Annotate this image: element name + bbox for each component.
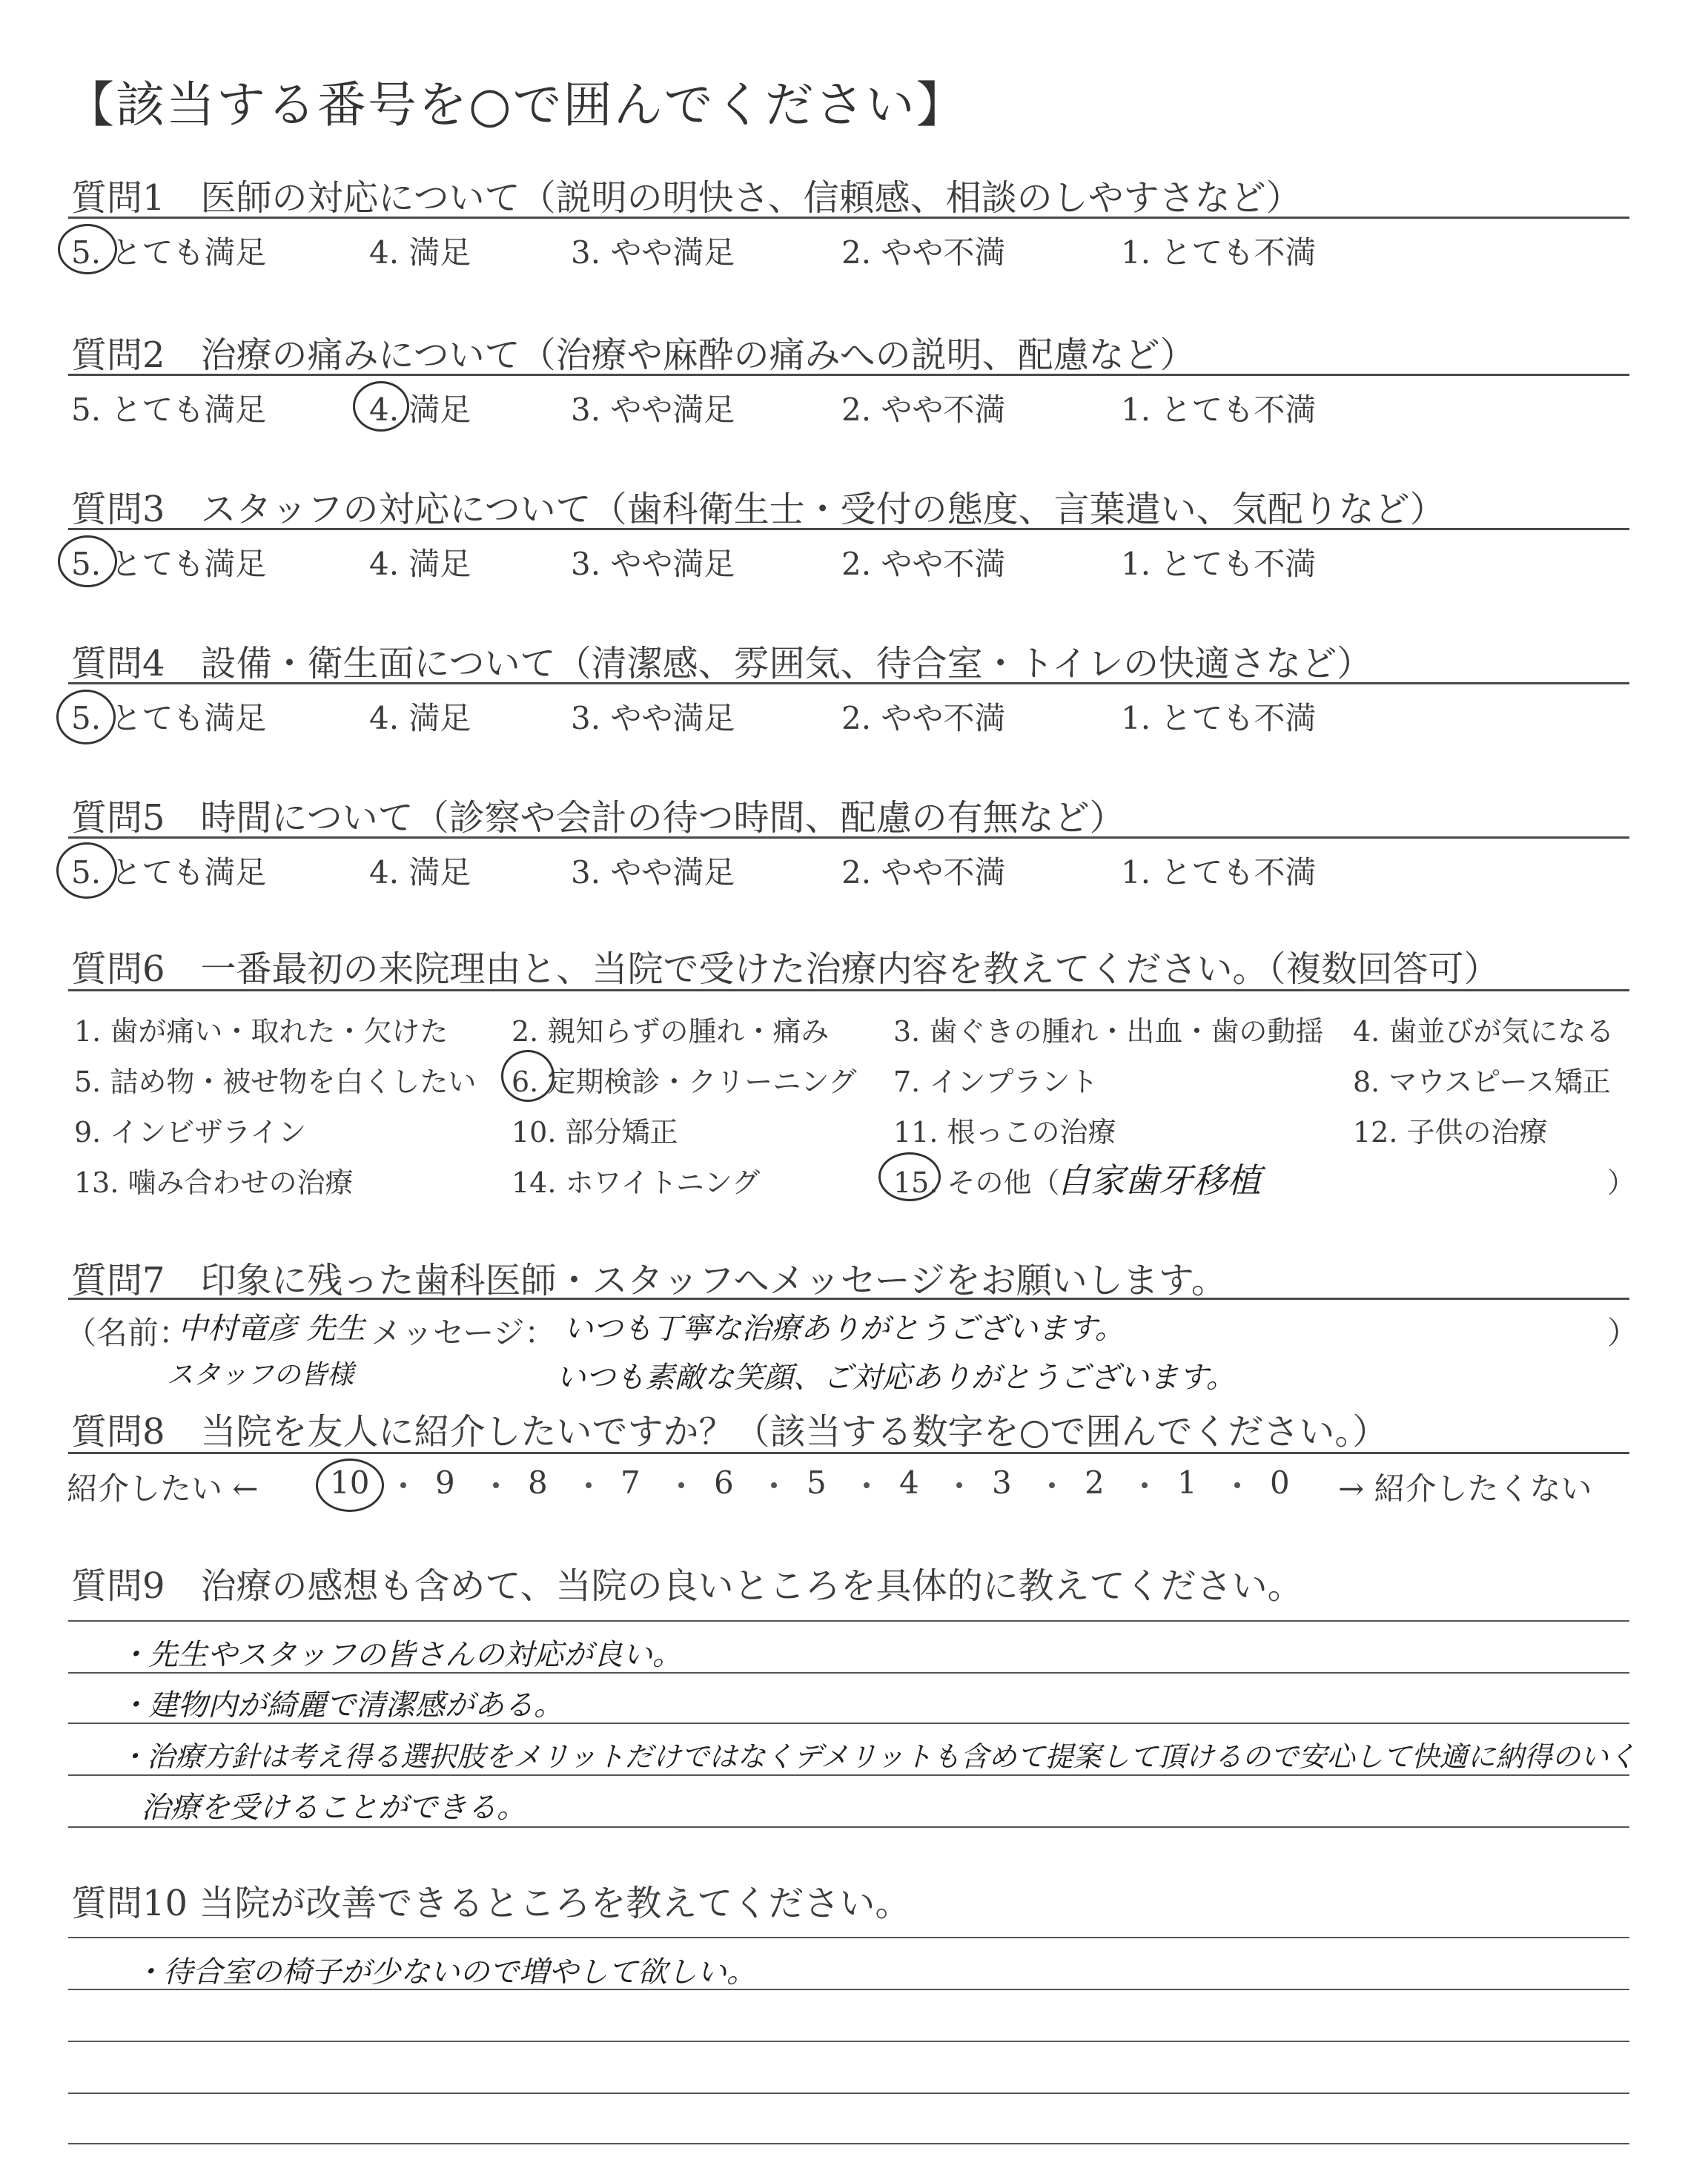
- q6-item-12[interactable]: 12. 子供の治療: [1353, 1116, 1548, 1149]
- question-8-rule: [68, 1452, 1629, 1454]
- q6-item-8[interactable]: 8. マウスピース矯正: [1353, 1066, 1611, 1098]
- question-6-options-grid: [0, 1001, 1708, 1209]
- question-2-options: [0, 386, 1708, 433]
- q1-selection-circle: [58, 224, 117, 274]
- q6-item-10[interactable]: 10. 部分矯正: [512, 1116, 678, 1149]
- form-title: 【該当する番号を○で囲んでください】: [65, 76, 967, 133]
- q5-option-5[interactable]: 5. とても満足: [71, 854, 267, 891]
- question-1-options: [0, 228, 1708, 276]
- q8-scale-2[interactable]: 2: [1085, 1464, 1105, 1501]
- q7-name-label: （名前：: [65, 1315, 191, 1351]
- q7-message-1: いつも丁寧な治療ありがとうございます。: [563, 1312, 1125, 1346]
- q9-line: [68, 1826, 1629, 1828]
- q7-name-2: スタッフの皆様: [167, 1360, 354, 1390]
- q6-item-13[interactable]: 13. 噛み合わせの治療: [74, 1166, 354, 1199]
- question-8-heading: 質問8 当院を友人に紹介したいですか？（該当する数字を○で囲んでください。）: [71, 1411, 1388, 1453]
- question-4-heading: 質問4 設備・衛生面について（清潔感、雰囲気、待合室・トイレの快適さなど）: [71, 643, 1373, 684]
- q8-dot: [400, 1482, 406, 1488]
- q5-selection-circle: [56, 842, 117, 899]
- question-7-rule: [68, 1298, 1629, 1300]
- q4-option-4[interactable]: 4. 満足: [369, 700, 471, 736]
- q8-dot: [1234, 1482, 1240, 1488]
- q8-scale-9[interactable]: 9: [435, 1464, 455, 1501]
- q5-option-4[interactable]: 4. 満足: [369, 854, 471, 891]
- q3-option-4[interactable]: 4. 満足: [369, 546, 471, 582]
- q2-option-1[interactable]: 1. とても不満: [1121, 392, 1317, 428]
- q6-other-handwritten: 自家歯牙移植: [1056, 1160, 1261, 1200]
- q4-selection-circle: [56, 690, 116, 744]
- q1-option-3[interactable]: 3. やや満足: [571, 234, 735, 271]
- q8-scale-6[interactable]: 6: [714, 1464, 734, 1501]
- q6-item-1[interactable]: 1. 歯が痛い・取れた・欠けた: [74, 1015, 448, 1048]
- q9-answer-line-2: ・建物内が綺麗で清潔感がある。: [119, 1688, 563, 1723]
- q4-option-3[interactable]: 3. やや満足: [571, 700, 735, 736]
- q6-item-6[interactable]: 6. 定期検診・クリーニング: [512, 1066, 857, 1098]
- q3-option-1[interactable]: 1. とても不満: [1121, 546, 1317, 582]
- question-7-heading: 質問7 印象に残った歯科医師・スタッフへメッセージをお願いします。: [71, 1260, 1227, 1301]
- q4-option-1[interactable]: 1. とても不満: [1121, 700, 1317, 736]
- q8-scale-0[interactable]: 0: [1270, 1464, 1290, 1501]
- q8-selection-circle: [316, 1459, 384, 1512]
- q8-dot: [771, 1482, 777, 1488]
- q6-item-15[interactable]: 15. その他（: [893, 1166, 1060, 1199]
- q1-option-2[interactable]: 2. やや不満: [841, 234, 1006, 271]
- q6-item-9[interactable]: 9. インビザライン: [74, 1116, 307, 1149]
- q3-option-2[interactable]: 2. やや不満: [841, 546, 1006, 582]
- q8-scale-row: [67, 1464, 1638, 1509]
- q10-line: [68, 1937, 1629, 1938]
- q1-option-1[interactable]: 1. とても不満: [1121, 234, 1317, 271]
- q2-option-5[interactable]: 5. とても満足: [71, 392, 267, 428]
- q9-line: [68, 1774, 1629, 1776]
- question-5-heading: 質問5 時間について（診察や会計の待つ時間、配慮の有無など）: [71, 797, 1125, 839]
- question-6-heading: 質問6 一番最初の来院理由と、当院で受けた治療内容を教えてください。（複数回答可）: [71, 948, 1500, 990]
- q8-dot: [586, 1482, 592, 1488]
- question-4-options: [0, 694, 1708, 742]
- q4-option-5[interactable]: 5. とても満足: [71, 700, 267, 736]
- q7-message-2: いつも素敵な笑顔、ご対応ありがとうございます。: [556, 1361, 1236, 1395]
- q8-scale-1[interactable]: 1: [1177, 1464, 1197, 1501]
- q3-selection-circle: [58, 535, 117, 587]
- q5-option-1[interactable]: 1. とても不満: [1121, 854, 1317, 891]
- q6-item-14[interactable]: 14. ホワイトニング: [512, 1166, 761, 1199]
- q6-item-4[interactable]: 4. 歯並びが気になる: [1353, 1015, 1615, 1048]
- q5-option-2[interactable]: 2. やや不満: [841, 854, 1006, 891]
- q10-line: [68, 2041, 1629, 2042]
- q7-name-1: 中村竜彦 先生: [178, 1312, 365, 1346]
- q9-answer-line-1: ・先生やスタッフの皆さんの対応が良い。: [119, 1638, 682, 1672]
- q6-other-close-paren: ）: [1607, 1166, 1636, 1199]
- question-6-rule: [68, 989, 1629, 991]
- question-2-heading: 質問2 治療の痛みについて（治療や麻酔の痛みへの説明、配慮など）: [71, 334, 1196, 376]
- q6-item-5[interactable]: 5. 詰め物・被せ物を白くしたい: [74, 1066, 477, 1098]
- question-4-rule: [68, 682, 1629, 684]
- q8-dot: [864, 1482, 870, 1488]
- q7-message-label: メッセージ：: [371, 1315, 556, 1351]
- q8-dot: [956, 1482, 962, 1488]
- question-9-heading: 質問9 治療の感想も含めて、当院の良いところを具体的に教えてください。: [71, 1565, 1303, 1607]
- q7-close-paren: ）: [1607, 1315, 1639, 1351]
- q9-line: [68, 1620, 1629, 1622]
- q6-selection-circle-6: [501, 1050, 555, 1102]
- q8-dot: [1049, 1482, 1055, 1488]
- q8-dot: [1142, 1482, 1148, 1488]
- question-1-rule: [68, 217, 1629, 219]
- q4-option-2[interactable]: 2. やや不満: [841, 700, 1006, 736]
- q3-option-3[interactable]: 3. やや満足: [571, 546, 735, 582]
- q9-answer-line-3: ・治療方針は考え得る選択肢をメリットだけではなくデメリットも含めて提案して頂けるので安心して快適に納得のいく: [119, 1740, 1637, 1773]
- q10-line: [68, 2143, 1629, 2144]
- q8-scale-10[interactable]: 10: [330, 1464, 370, 1501]
- q6-item-11[interactable]: 11. 根っこの治療: [893, 1116, 1116, 1149]
- q3-option-5[interactable]: 5. とても満足: [71, 546, 267, 582]
- q10-line: [68, 2093, 1629, 2094]
- question-5-rule: [68, 836, 1629, 839]
- question-1-heading: 質問1 医師の対応について（説明の明快さ、信頼感、相談のしやすさなど）: [71, 177, 1302, 219]
- question-3-options: [0, 540, 1708, 587]
- question-3-rule: [68, 528, 1629, 530]
- q8-scale-3[interactable]: 3: [992, 1464, 1012, 1501]
- q6-item-2[interactable]: 2. 親知らずの腫れ・痛み: [512, 1015, 830, 1048]
- question-2-rule: [68, 374, 1629, 376]
- q1-option-4[interactable]: 4. 満足: [369, 234, 471, 271]
- q5-option-3[interactable]: 3. やや満足: [571, 854, 735, 891]
- q6-item-3[interactable]: 3. 歯ぐきの腫れ・出血・歯の動揺: [893, 1015, 1324, 1048]
- q8-scale-7[interactable]: 7: [620, 1464, 640, 1501]
- q10-answer-line-1: ・待合室の椅子が少ないので増やして欲しい。: [133, 1955, 756, 1989]
- question-5-options: [0, 848, 1708, 896]
- q8-dot: [678, 1482, 684, 1488]
- question-3-heading: 質問3 スタッフの対応について（歯科衛生士・受付の態度、言葉遣い、気配りなど）: [71, 489, 1446, 530]
- q8-left-label: 紹介したい ←: [67, 1470, 259, 1507]
- q8-scale-8[interactable]: 8: [528, 1464, 548, 1501]
- q8-right-label: → 紹介したくない: [1338, 1470, 1592, 1507]
- q2-option-3[interactable]: 3. やや満足: [571, 392, 735, 428]
- q2-option-4[interactable]: 4. 満足: [369, 392, 471, 428]
- q8-scale-5[interactable]: 5: [807, 1464, 827, 1501]
- q9-answer-line-4: 治療を受けることができる。: [141, 1791, 526, 1825]
- q1-option-5[interactable]: 5. とても満足: [71, 234, 267, 271]
- q6-selection-circle-15: [878, 1152, 941, 1201]
- question-10-heading: 質問10 当院が改善できるところを教えてください。: [71, 1883, 911, 1924]
- q8-scale-4[interactable]: 4: [899, 1464, 919, 1501]
- q2-selection-circle: [353, 381, 409, 432]
- q8-dot: [493, 1482, 499, 1488]
- q6-item-7[interactable]: 7. インプラント: [893, 1066, 1099, 1098]
- q2-option-2[interactable]: 2. やや不満: [841, 392, 1006, 428]
